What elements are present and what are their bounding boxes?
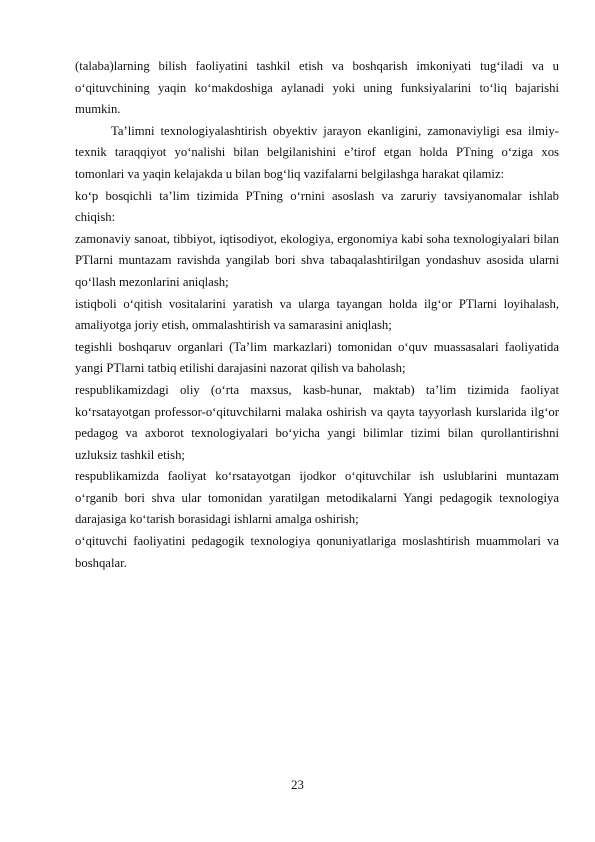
list-item-respublikamizdagi: respublikamizdagi oliy (o‘rta maxsus, kasb-hunar, maktab) ta’lim tizimida faoliyat ko‘rsatayotgan professor-o‘qituvchilarni malaka oshirish va qayta tayyorlash kurslarida ilg‘or pedagog va axborot texnologiyalari bo‘yicha yangi bilimlar tizimi bilan qurollantirishni uzluksiz tashkil etish; bbox=[75, 382, 559, 462]
list-item-oqituvchi: o‘qituvchi faoliyatini pedagogik texnologiya qonuniyatlariga moslashtirish muammolari va boshqalar. bbox=[75, 534, 559, 570]
page-number: 23 bbox=[291, 778, 304, 792]
list-item-tegishli: tegishli boshqaruv organlari (Ta’lim markazlari) tomonidan o‘quv muassasalari faoliyatida yangi PTlarni tatbiq etilishi darajasini nazorat qilish va baholash; bbox=[75, 339, 559, 376]
list-item-istiqboli: istiqboli o‘qitish vositalarini yaratish va ularga tayangan holda ilg‘or PTlarni loyihalash, amaliyotga joriy etish, ommalashtirish va samarasini aniqlash; bbox=[75, 296, 559, 333]
list-item-bosqichli: ko‘p bosqichli ta’lim tizimida PTning o‘rnini asoslash va zaruriy tavsiyanomalar ishlab chiqish: bbox=[75, 188, 559, 225]
paragraph-intro: (talaba)larning bilish faoliyatini tashkil etish va boshqarish imkoniyati tug‘iladi va u o‘qituvchining yaqin ko‘makdoshiga aylanadi yoki uning funksiyalarini to‘liq bajarishi mumkin. bbox=[75, 59, 559, 117]
document-body bbox=[75, 56, 559, 574]
list-item-zamonaviy: zamonaviy sanoat, tibbiyot, iqtisodiyot, ekologiya, ergonomiya kabi soha texnologiyalari bilan PTlarni muntazam ravishda yangilab bori shva tabaqalashtirilgan yondashuv asosida ularni qo‘llash mezonlarini aniqlash; bbox=[75, 231, 559, 289]
paragraph-texnologiyalashtirish: Ta’limni texnologiyalashtirish obyektiv jarayon ekanligini, zamonaviyligi esa ilmiy-texnik taraqqiyot yo‘nalishi bilan belgilanishini e’tirof etgan holda PTning o‘ziga xos tomonlari va yaqin kelajakda u bilan bog‘liq vazifalarni belgilashga harakat qilamiz: bbox=[75, 123, 559, 181]
list-item-respublikamizda: respublikamizda faoliyat ko‘rsatayotgan ijodkor o‘qituvchilar ish uslublarini muntazam o‘rganib bori shva ular tomonidan yaratilgan metodikalarni Yangi pedagogik texnologiya darajasiga ko‘tarish borasidagi ishlarni amalga oshirish; bbox=[75, 469, 559, 527]
